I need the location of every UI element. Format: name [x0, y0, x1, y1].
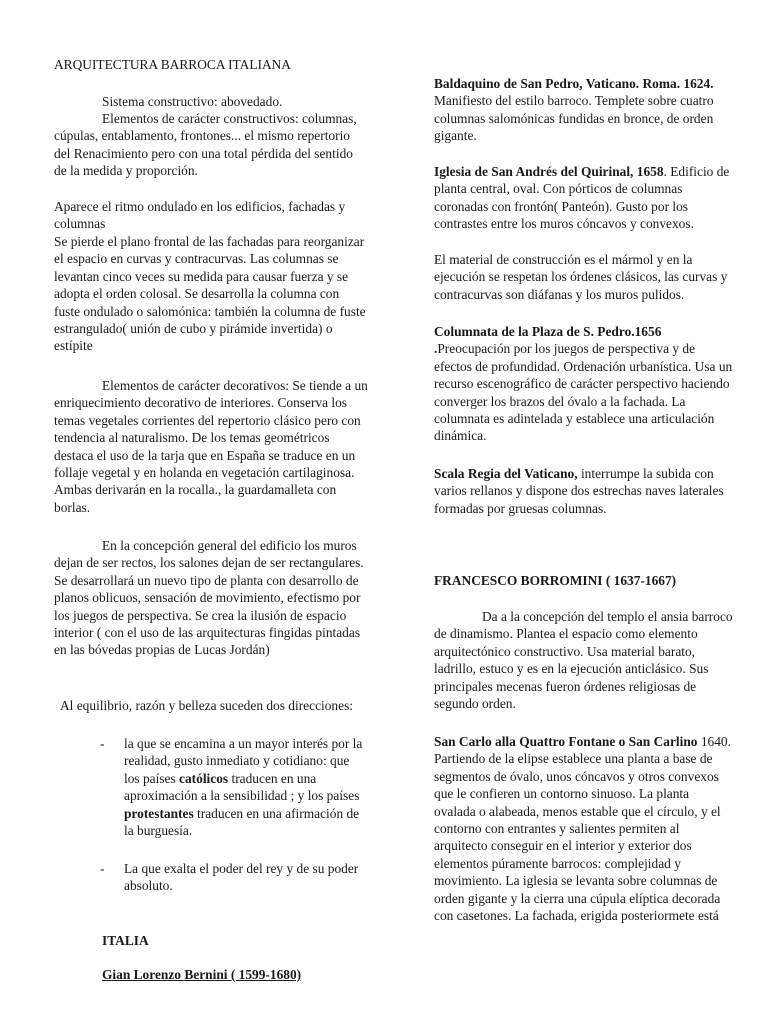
list-item: - la que se encamina a un mayor interés por la realidad, gusto inmediato y cotidiano: que los países católicos traducen en una aproximación a la sensibilidad ; y los países protestantes traducen en una afirmación de la burguesía.	[100, 736, 363, 839]
paragraph-borromini: Da a la concepción del templo el ansia barroco de dinamismo. Plantea el espacio como elemento arquitectónico constructivo. Usa material barato, ladrillo, estuco y es en la ejecución anticlásico. Sus principales mecenas fueron órdenes religiosas de segundo orden.	[434, 609, 733, 712]
list-item: - La que exalta el poder del rey y de su poder absoluto.	[100, 861, 359, 894]
bullet-dash: -	[100, 736, 105, 751]
heading-bernini: Gian Lorenzo Bernini ( 1599-1680)	[102, 967, 302, 982]
paragraph-san-andres: Iglesia de San Andrés del Quirinal, 1658. Edificio de planta central, oval. Con pórticos de columnas coronadas con frontón( Panteón). Gusto por los contrastes entre los muros cóncavos y convexos.	[434, 164, 730, 232]
paragraph-columnata: Columnata de la Plaza de S. Pedro.1656 .Preocupación por los juegos de perspectiva y de efectos de profundidad. Ordenación urbanística. Usa un recurso escenográfico de carácter perspectivo haciendo converger los brazos del óvalo a la fachada. La columnata es adintelada y establece una articulación dinámica.	[434, 324, 733, 444]
paragraph-san-carlino: San Carlo alla Quattro Fontane o San Carlino 1640. Partiendo de la elipse establece una planta a base de segmentos de óvalo, unos cóncavos y otros convexos que le confieren un contorno sinuoso. La planta ovalada o alabeada, menos estable que el círculo, y el contorno con entrantes y salientes permiten al arquitecto conseguir en el interior y exterior dos elementos púramente barrocos: complejidad y movimiento. La iglesia se levanta sobre columnas de orden gigante y la cierra una cúpula elíptica decorada con casetones. La fachada, erigida posteriormete está	[434, 734, 731, 924]
paragraph-concepcion: En la concepción general del edificio los muros dejan de ser rectos, los salones dejan de ser rectangulares. Se desarrollará un nuevo tipo de planta con desarrollo de planos oblicuos, sensación de movimiento, efectismo por los juegos de perspectiva. Se crea la ilusión de espacio interior ( con el uso de las arquitecturas fingidas pintadas en las bóvedas propias de Lucas Jordán)	[54, 538, 364, 658]
paragraph-plano-frontal: Se pierde el plano frontal de las fachadas para reorganizar el espacio en curvas y contracurvas. Las columnas se levantan cinco veces su medida para causar fuerza y se adopta el orden colosal. Se desarrolla la columna con fuste ondulado o salomónica: también la columna de fuste estrangulado( unión de cubo y pirámide invertida) o estípite	[54, 234, 366, 354]
paragraph-elementos-decorativos: Elementos de carácter decorativos: Se tiende a un enriquecimiento decorativo de interiores. Conserva los temas vegetales corrientes del repertorio clásico pero con tendencia al naturalismo. De los temas geométricos destaca el uso de la tarja que en España se traduce en un follaje vegetal y en holanda en vegetación cartilaginosa. Ambas derivarán en la rocalla., la guardamalleta con borlas.	[54, 378, 368, 515]
paragraph-ritmo: Aparece el ritmo ondulado en los edificios, fachadas y columnas	[54, 199, 346, 232]
emphasis-catolicos: católicos	[179, 770, 229, 786]
paragraph-equilibrio: Al equilibrio, razón y belleza suceden dos direcciones:	[60, 698, 353, 713]
bullet-dash: -	[100, 861, 105, 876]
emphasis-protestantes: protestantes	[124, 805, 194, 821]
paragraph-sistema: Sistema constructivo: abovedado.	[102, 94, 283, 109]
paragraph-scala-regia: Scala Regia del Vaticano, interrumpe la subida con varios rellanos y dispone dos estrechas naves laterales formadas por gruesas columnas.	[434, 466, 724, 516]
page-title: ARQUITECTURA BARROCA ITALIANA	[54, 57, 291, 72]
heading-italia: ITALIA	[102, 933, 149, 948]
paragraph-elementos-constructivos: Elementos de carácter constructivos: columnas, cúpulas, entablamento, frontones... el mismo repertorio del Renacimiento pero con una total pérdida del sentido de la medida y proporción.	[54, 111, 357, 179]
heading-borromini: FRANCESCO BORROMINI ( 1637-1667)	[434, 573, 677, 588]
paragraph-material: El material de construcción es el mármol y en la ejecución se respetan los órdenes clásicos, las curvas y contracurvas son diáfanas y los muros pulidos.	[434, 252, 728, 302]
paragraph-baldaquino: Baldaquino de San Pedro, Vaticano. Roma. 1624. Manifiesto del estilo barroco. Templete sobre cuatro columnas salomónicas fundidas en bronce, de orden gigante.	[434, 76, 714, 144]
